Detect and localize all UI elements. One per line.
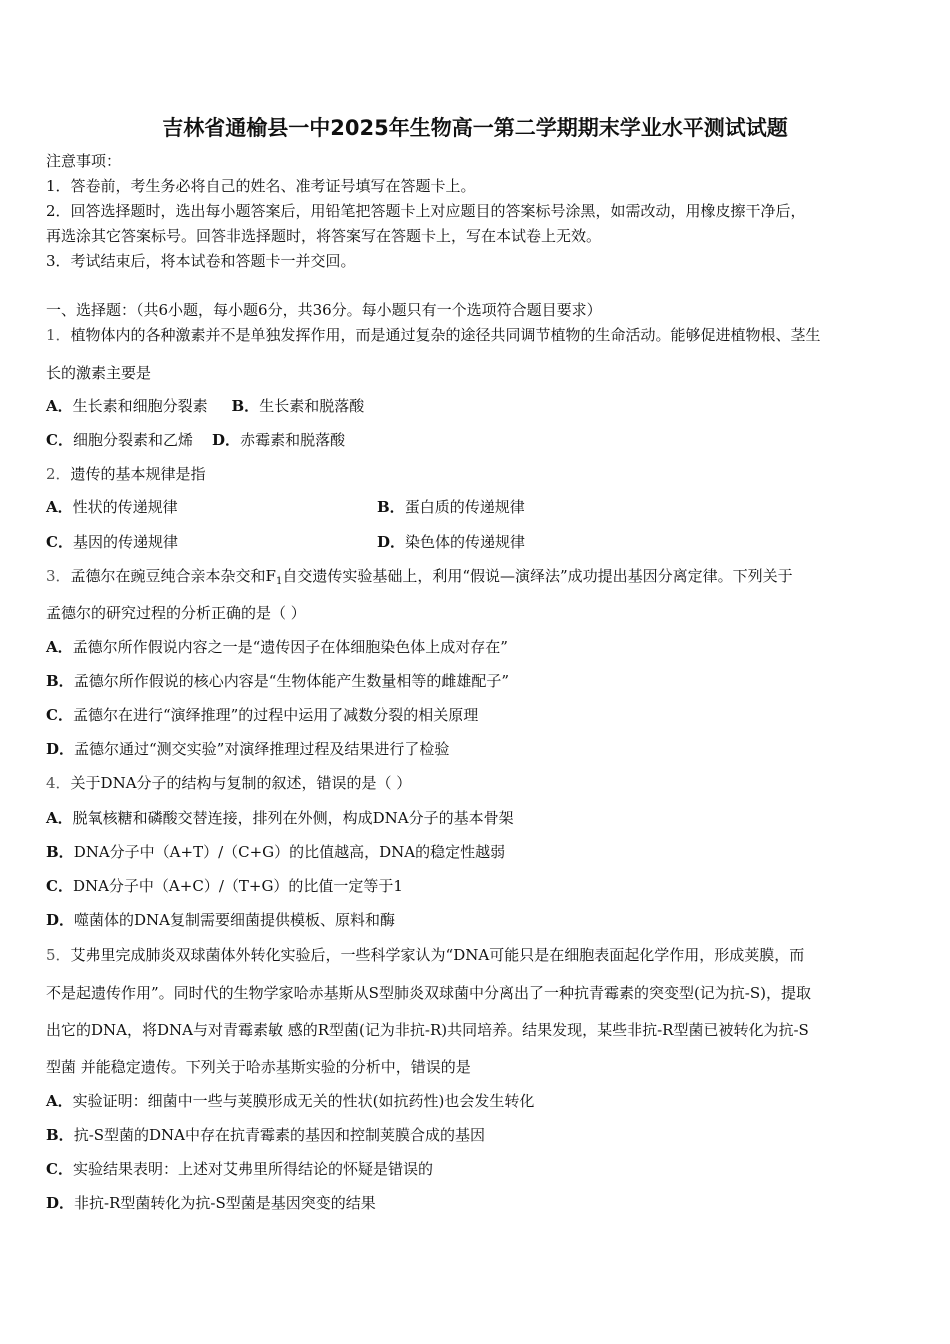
option-c[interactable]: C．基因的传递规律 <box>46 533 178 551</box>
question-number: 3． <box>46 567 71 585</box>
notice-item: 再选涂其它答案标号。回答非选择题时，将答案写在答题卡上，写在本试卷上无效。 <box>46 227 602 245</box>
notice-item: 2．回答选择题时，选出每小题答案后，用铅笔把答题卡上对应题目的答案标号涂黑，如需改动，用橡皮擦干净后， <box>46 202 806 220</box>
option-b[interactable]: B．DNA分子中（A+T）/（C+G）的比值越高，DNA的稳定性越弱 <box>46 843 506 861</box>
question-text: 出它的DNA，将DNA与对青霉素敏 感的R型菌(记为非抗-R)共同培养。结果发现，某些非抗-R型菌已被转化为抗-S <box>46 1021 809 1039</box>
option-d[interactable]: D．染色体的传递规律 <box>377 533 526 551</box>
option-a[interactable]: A．孟德尔所作假说内容之一是“遗传因子在体细胞染色体上成对存在” <box>46 638 508 656</box>
question-2 <box>46 464 206 484</box>
option-a[interactable]: A．脱氧核糖和磷酸交替连接，排列在外侧，构成DNA分子的基本骨架 <box>46 809 514 827</box>
option-c[interactable]: C．DNA分子中（A+C）/（T+G）的比值一定等于1 <box>46 877 403 895</box>
option-d[interactable]: D．非抗-R型菌转化为抗-S型菌是基因突变的结果 <box>46 1194 376 1212</box>
option-a[interactable]: A．生长素和细胞分裂素 <box>46 397 208 415</box>
option-c[interactable]: C．实验结果表明：上述对艾弗里所得结论的怀疑是错误的 <box>46 1160 433 1178</box>
option-c[interactable]: C．孟德尔在进行“演绎推理”的过程中运用了减数分裂的相关原理 <box>46 706 479 724</box>
option-c[interactable]: C．细胞分裂素和乙烯 <box>46 431 193 449</box>
option-row <box>46 396 364 416</box>
option-b[interactable]: B．蛋白质的传递规律 <box>377 498 525 516</box>
question-5 <box>46 945 804 965</box>
option-a[interactable]: A．实验证明：细菌中一些与荚膜形成无关的性状(如抗药性)也会发生转化 <box>46 1092 535 1110</box>
question-text: 孟德尔的研究过程的分析正确的是（ ） <box>46 604 306 622</box>
option-b[interactable]: B．孟德尔所作假说的核心内容是“生物体能产生数量相等的雌雄配子” <box>46 672 510 690</box>
subscript: 1 <box>275 576 283 587</box>
question-number: 1． <box>46 326 71 344</box>
question-number: 4． <box>46 774 71 792</box>
question-number: 2． <box>46 465 71 483</box>
question-text: 型菌 并能稳定遗传。下列关于哈赤基斯实验的分析中，错误的是 <box>46 1058 471 1076</box>
question-number: 5． <box>46 946 71 964</box>
option-row <box>46 430 345 450</box>
question-text: 关于DNA分子的结构与复制的叙述，错误的是（ ） <box>70 774 412 792</box>
option-d[interactable]: D．赤霉素和脱落酸 <box>212 431 346 449</box>
question-text: 自交遗传实验基础上，利用“假说—演绎法”成功提出基因分离定律。下列关于 <box>282 567 793 585</box>
notice-item: 3．考试结束后，将本试卷和答题卡一并交回。 <box>46 252 356 270</box>
notice-heading: 注意事项： <box>46 152 122 170</box>
question-4 <box>46 773 411 793</box>
page-title: 吉林省通榆县一中2025年生物高一第二学期期末学业水平测试试题 <box>162 116 788 140</box>
question-text: 艾弗里完成肺炎双球菌体外转化实验后，一些科学家认为“DNA可能只是在细胞表面起化学作用，形成荚膜，而 <box>70 946 805 964</box>
question-text: 孟德尔在豌豆纯合亲本杂交和F <box>70 567 276 585</box>
option-a[interactable]: A．性状的传递规律 <box>46 498 178 516</box>
question-text: 遗传的基本规律是指 <box>70 465 206 483</box>
option-b[interactable]: B．生长素和脱落酸 <box>231 397 365 415</box>
question-text: 植物体内的各种激素并不是单独发挥作用，而是通过复杂的途径共同调节植物的生命活动。能够促进植物根、茎生 <box>70 326 821 344</box>
option-b[interactable]: B．抗-S型菌的DNA中存在抗青霉素的基因和控制荚膜合成的基因 <box>46 1126 486 1144</box>
question-text: 长的激素主要是 <box>46 364 152 382</box>
question-1 <box>46 325 821 345</box>
question-text: 不是起遗传作用”。同时代的生物学家哈赤基斯从S型肺炎双球菌中分离出了一种抗青霉素的突变型(记为抗-S)，提取 <box>46 984 811 1002</box>
question-3 <box>46 566 793 592</box>
notice-item: 1．答卷前，考生务必将自己的姓名、准考证号填写在答题卡上。 <box>46 177 476 195</box>
option-d[interactable]: D．孟德尔通过“测交实验”对演绎推理过程及结果进行了检验 <box>46 740 450 758</box>
option-d[interactable]: D．噬菌体的DNA复制需要细菌提供模板、原料和酶 <box>46 911 396 929</box>
section-heading: 一、选择题：（共6小题，每小题6分，共36分。每小题只有一个选项符合题目要求） <box>46 301 602 319</box>
